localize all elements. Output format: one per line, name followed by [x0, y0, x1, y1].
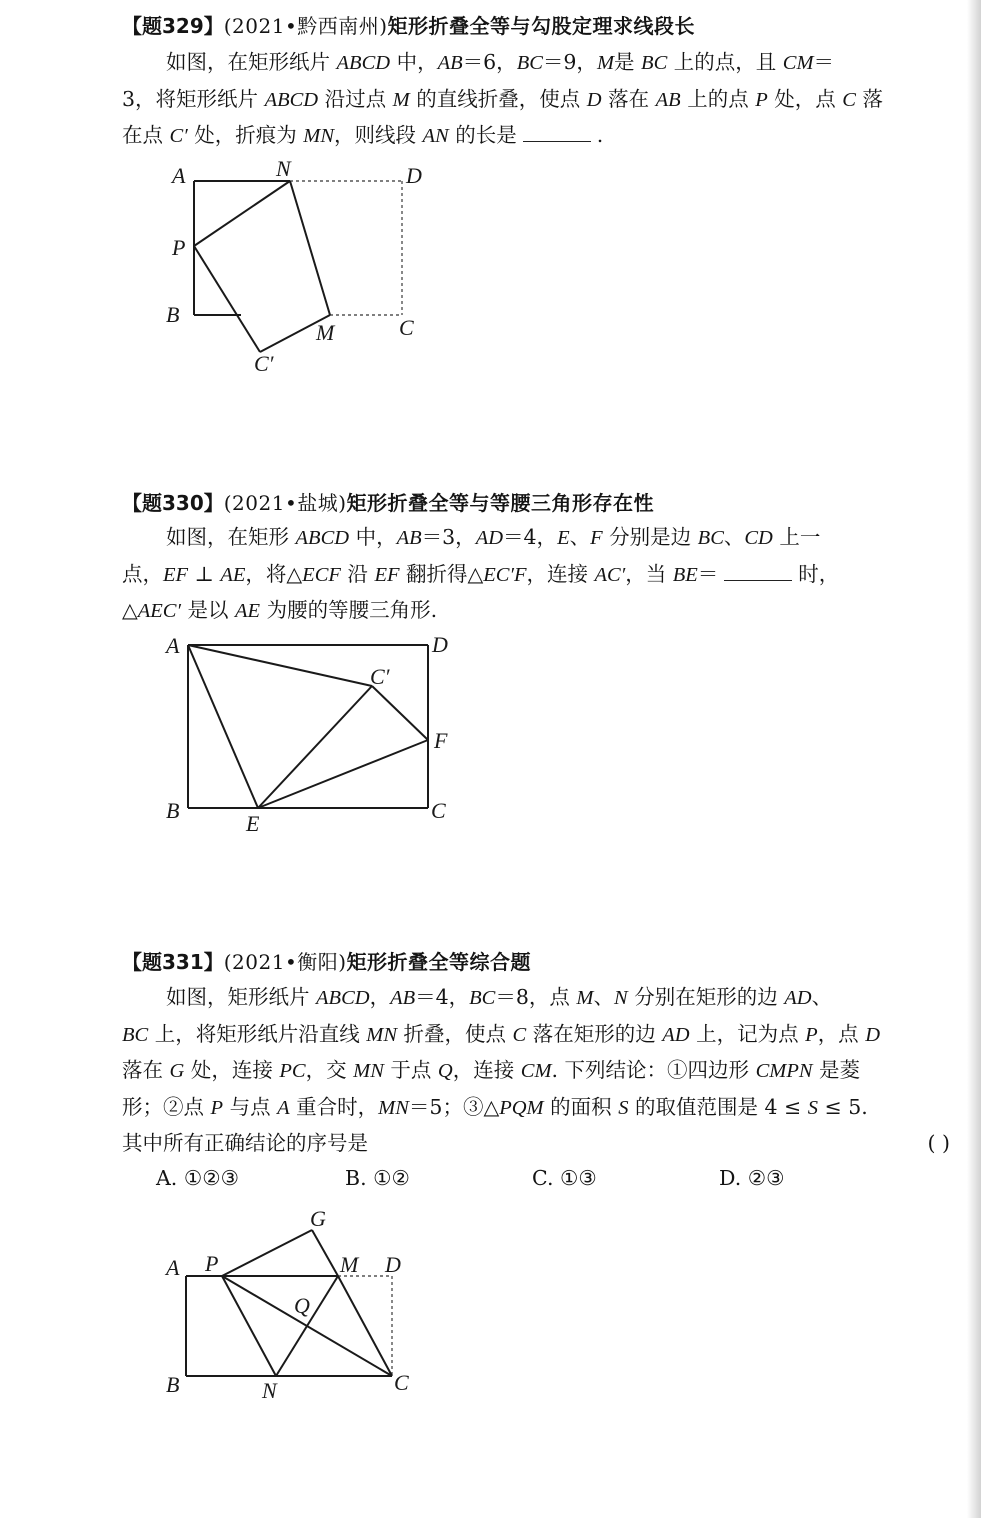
q329-label-M: M	[316, 320, 335, 345]
q331-option-b: B. ①②	[345, 1166, 410, 1190]
q331-segment-GM	[312, 1230, 338, 1276]
q330-label-E: E	[246, 811, 260, 836]
q331-label-D: D	[385, 1252, 401, 1277]
q330-topic: 矩形折叠全等与等腰三角形存在性	[346, 491, 655, 515]
q331-tag: 【题331】	[122, 950, 224, 974]
q330-label-B: B	[166, 798, 180, 823]
q329-label-N: N	[276, 156, 291, 181]
q329-label-Cprime: C′	[254, 351, 274, 376]
q330-line-3: △AEC′ 是以 AE 为腰的等腰三角形.	[122, 598, 438, 622]
q330-tag: 【题330】	[122, 491, 224, 515]
q331-option-c: C. ①③	[532, 1166, 597, 1190]
q330-label-F: F	[434, 728, 448, 753]
q330-line-1: 如图，在矩形 ABCD 中，AB＝3，AD＝4，E、F 分别是边 BC、CD 上一	[166, 525, 821, 549]
q331-line-2: BC 上，将矩形纸片沿直线 MN 折叠，使点 C 落在矩形的边 AD 上，记为点 P，点 D	[122, 1021, 881, 1046]
q331-label-P: P	[205, 1251, 219, 1276]
q331-label-Q: Q	[294, 1293, 310, 1318]
q331-line-4: 形；②点 P 与点 A 重合时，MN＝5；③△PQM 的面积 S 的取值范围是 4 ≤ S ≤ 5.	[122, 1094, 868, 1119]
q331-label-C: C	[394, 1370, 409, 1395]
q330-label-A: A	[166, 633, 180, 658]
q331-segment-NM	[276, 1276, 338, 1376]
q331-option-a: A. ①②③	[156, 1166, 239, 1190]
q331-option-d: D. ②③	[719, 1166, 785, 1190]
q330-label-C: C	[431, 798, 446, 823]
q331-label-G: G	[310, 1206, 326, 1231]
q329-topic: 矩形折叠全等与勾股定理求线段长	[387, 14, 696, 38]
q331-line-1: 如图，矩形纸片 ABCD，AB＝4，BC＝8，点 M、N 分别在矩形的边 AD、	[166, 985, 833, 1009]
q329-line-3: 在点 C′ 处，折痕为 MN，则线段 AN 的长是 .	[122, 123, 604, 147]
q331-label-N: N	[262, 1378, 277, 1403]
q329-label-B: B	[166, 302, 180, 327]
q330-source: (2021•盐城)	[223, 491, 347, 515]
q329-label-D: D	[406, 163, 422, 188]
q330-label-D: D	[432, 632, 448, 657]
q329-source: (2021•黔西南州)	[223, 14, 388, 38]
q331-segment-PG	[222, 1230, 312, 1276]
q330-line-2: 点，EF ⊥ AE，将△ECF 沿 EF 翻折得△EC′F，连接 AC′，当 BE＝ 时，	[122, 561, 840, 586]
q330-label-Cprime: C′	[370, 664, 390, 689]
q331-answer-bracket: ( )	[927, 1131, 950, 1155]
q331-label-B: B	[166, 1372, 180, 1397]
q331-line-5: 其中所有正确结论的序号是 ( )	[122, 1126, 954, 1162]
q329-line-1: 如图，在矩形纸片 ABCD 中，AB＝6，BC＝9，M是 BC 上的点，且 CM＝	[166, 50, 835, 74]
q331-label-M: M	[340, 1252, 359, 1277]
q331-line-3: 落在 G 处，连接 PC，交 MN 于点 Q，连接 CM. 下列结论：①四边形 CMPN 是菱	[122, 1058, 861, 1082]
q331-label-A: A	[166, 1255, 180, 1280]
q331-topic: 矩形折叠全等综合题	[346, 950, 532, 974]
q329-label-P: P	[172, 235, 186, 260]
q329-label-C: C	[399, 315, 414, 340]
q329-line-2: 3，将矩形纸片 ABCD 沿过点 M 的直线折叠，使点 D 落在 AB 上的点 P 处，点 C 落	[122, 86, 884, 111]
q331-source: (2021•衡阳)	[223, 950, 347, 974]
q329-label-A: A	[172, 163, 186, 188]
q329-tag: 【题329】	[122, 14, 224, 38]
